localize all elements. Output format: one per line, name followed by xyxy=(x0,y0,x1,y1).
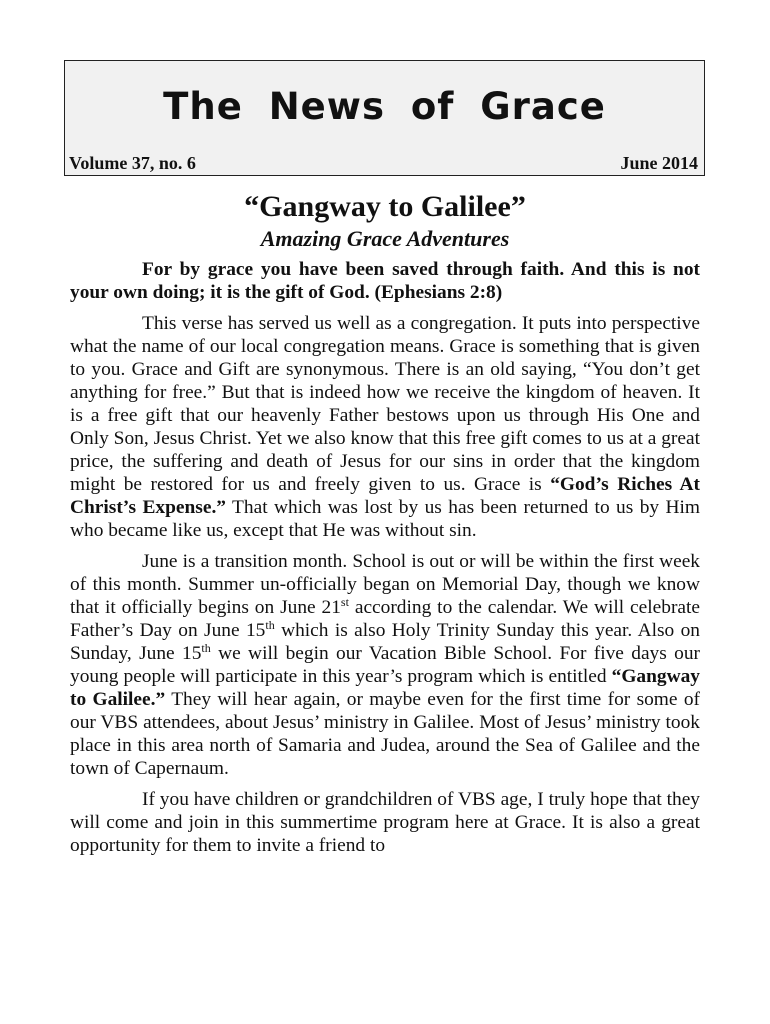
ordinal-suffix: th xyxy=(265,618,275,632)
paragraph-1-bold: “God’s Riches At Christ’s Expense.” xyxy=(70,474,700,518)
masthead-box xyxy=(64,60,705,176)
paragraph-2 xyxy=(70,550,700,780)
ordinal-suffix: th xyxy=(201,641,211,655)
paragraph-2-text-b: according to the calendar. We will celebrate Father’s Day on June 15 xyxy=(70,597,701,641)
article-headline: “Gangway to Galilee” xyxy=(244,190,526,223)
article-subhead: Amazing Grace Adventures xyxy=(260,226,510,251)
volume-number: Volume 37, no. 6 xyxy=(69,153,196,173)
paragraph-1-text-a: This verse has served us well as a congregation. It puts into perspective what the name of our local congregation means. Grace is something that is given to you. Grace and Gift are synonymous. There is an old saying, “You don’t get anything for free.” But that is indeed how we receive the kingdom of heaven. It is a free gift that our heavenly Father bestows upon us through His One and Only Son, Jesus Christ. Yet we also know that this free gift comes to us at a great price, the suffering and death of Jesus for our sins in order that the kingdom might be restored for us and freely given to us. Grace is xyxy=(70,313,700,495)
newsletter-title: The News of Grace xyxy=(163,85,606,128)
paragraph-2-bold: “Gangway to Galilee.” xyxy=(70,666,700,710)
paragraph-2-text-a: June is a transition month. School is out or will be within the first week of this month. Summer un-officially began on Memorial Day, though we know that it officially begins on June 21 xyxy=(70,551,700,618)
article-body xyxy=(70,258,700,865)
paragraph-1-text-b: That which was lost by us has been returned to us by Him who became like us, except that He was without sin. xyxy=(70,497,700,541)
scripture-verse: For by grace you have been saved through faith. And this is not your own doing; it is the gift of God. (Ephesians 2:8) xyxy=(70,259,700,303)
paragraph-2-text-d: we will begin our Vacation Bible School. For five days our young people will participate in this year’s program which is entitled xyxy=(70,643,700,687)
issue-info xyxy=(69,153,698,174)
paragraph-1 xyxy=(70,312,700,542)
ordinal-suffix: st xyxy=(340,595,349,609)
paragraph-2-text-e: They will hear again, or maybe even for the first time for some of our VBS attendees, about Jesus’ ministry in Galilee. Most of Jesus’ ministry took place in this area north of Samaria and Judea, around the Sea of Galilee and the town of Capernaum. xyxy=(70,689,700,779)
issue-date: June 2014 xyxy=(620,153,698,173)
paragraph-2-text-c: which is also Holy Trinity Sunday this year. Also on Sunday, June 15 xyxy=(70,620,700,664)
paragraph-3: If you have children or grandchildren of VBS age, I truly hope that they will come and join in this summertime program here at Grace. It is also a great opportunity for them to invite a friend to xyxy=(70,789,700,856)
